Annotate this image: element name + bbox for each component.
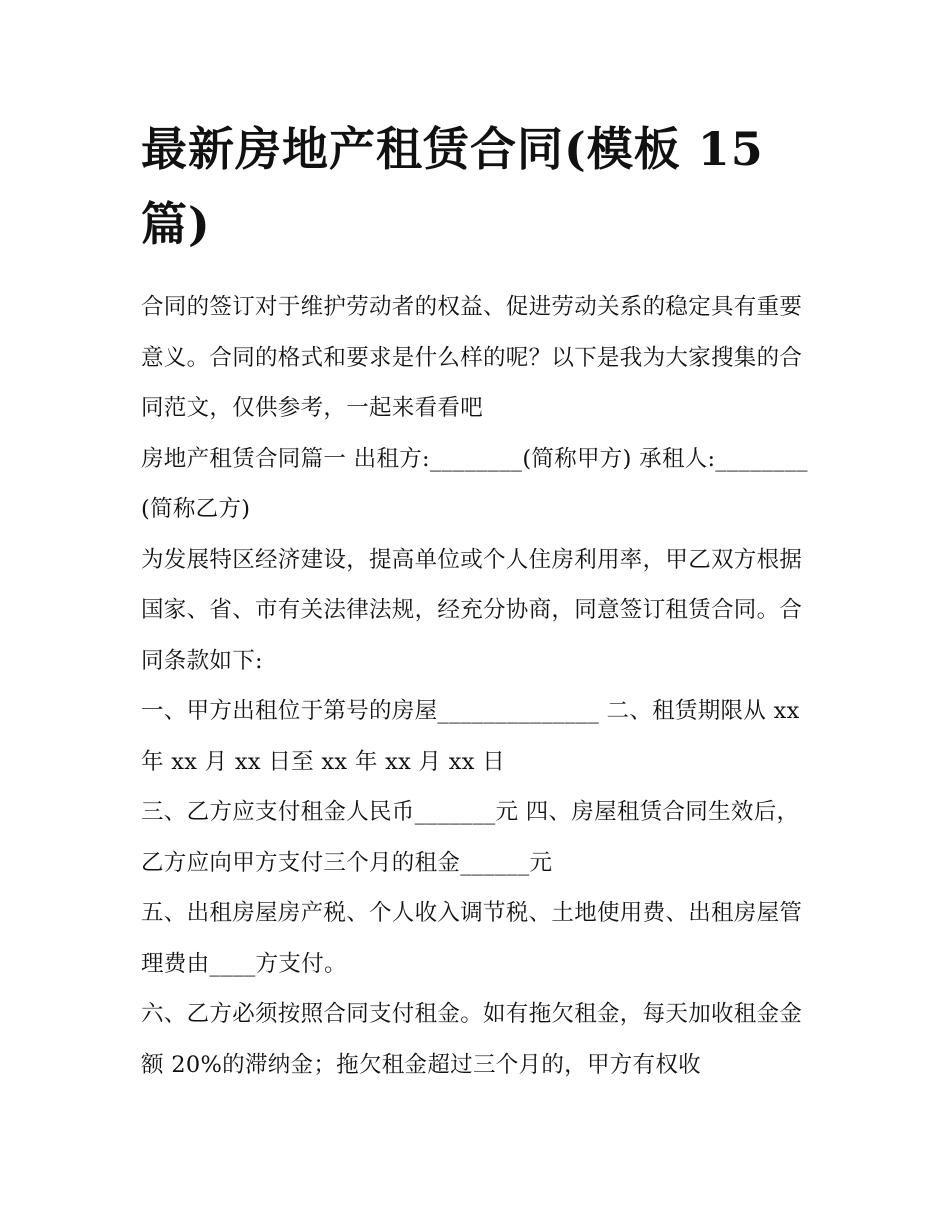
paragraph-clause-1-2: 一、甲方出租位于第号的房屋______________ 二、租赁期限从 xx 年 xx 月 xx 日至 xx 年 xx 月 xx 日 xyxy=(141,698,800,775)
paragraph-intro: 合同的签订对于维护劳动者的权益、促进劳动关系的稳定具有重要意义。合同的格式和要求是什么样的呢？以下是我为大家搜集的合同范文，仅供参考，一起来看看吧 xyxy=(141,294,803,421)
document-title: 最新房地产租赁合同(模板 15 篇) xyxy=(141,122,764,251)
paragraph-purpose: 为发展特区经济建设，提高单位或个人住房利用率，甲乙双方根据国家、省、市有关法律法规，经充分协商，同意签订租赁合同。合同条款如下: xyxy=(141,546,803,674)
document-body xyxy=(141,282,821,1090)
paragraph-clause-6: 六、乙方必须按照合同支付租金。如有拖欠租金，每天加收租金金额 20%的滞纳金；拖欠租金超过三个月的，甲方有权收 xyxy=(141,1001,803,1078)
paragraph-parties: 房地产租赁合同篇一 出租方:________(简称甲方) 承租人:________(简称乙方) xyxy=(141,445,808,522)
document-page xyxy=(141,112,821,1090)
paragraph-clause-3-4: 三、乙方应支付租金人民币_______元 四、房屋租赁合同生效后，乙方应向甲方支付三个月的租金______元 xyxy=(141,799,800,876)
paragraph-clause-5: 五、出租房屋房产税、个人收入调节税、土地使用费、出租房屋管理费由____方支付。 xyxy=(141,900,803,977)
